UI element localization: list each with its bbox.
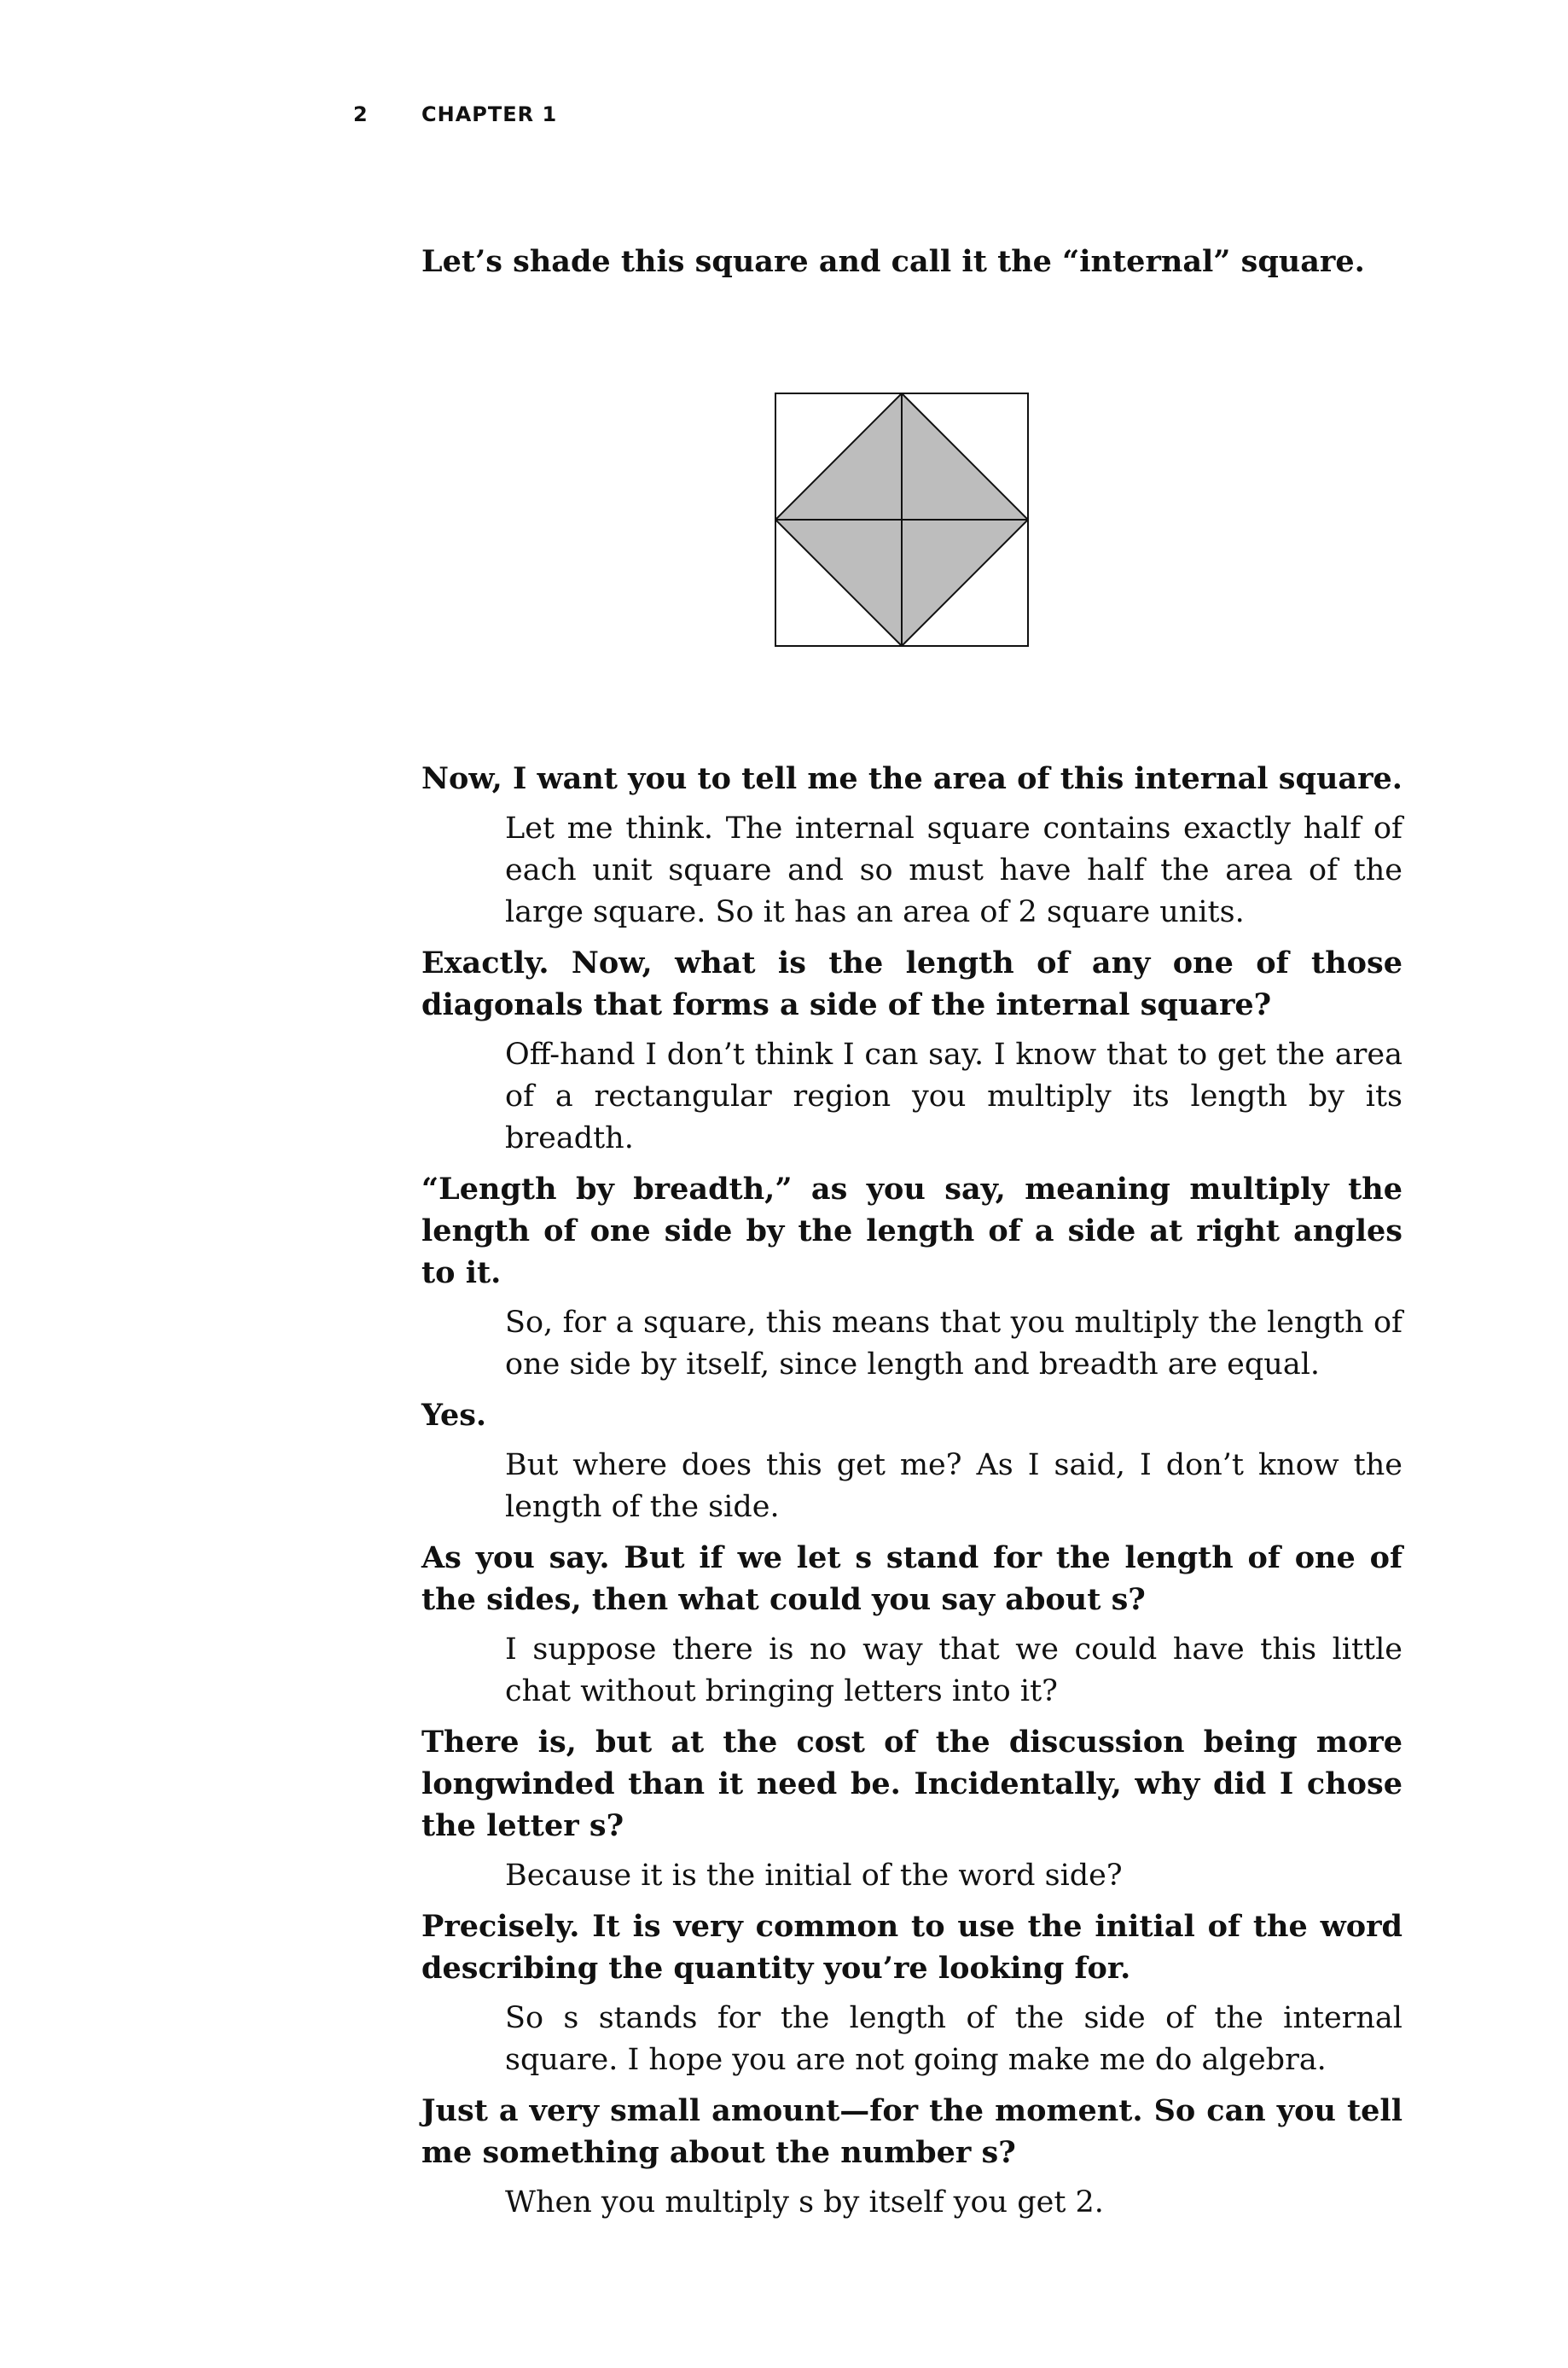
- question-paragraph: Now, I want you to tell me the area of this internal square.: [421, 761, 1402, 796]
- question-paragraph: “Length by breadth,” as you say, meaning multiply the length of one side by the length of a side at right angles to it.: [421, 1172, 1402, 1290]
- dialogue: [421, 758, 1402, 2224]
- answer-paragraph: So, for a square, this means that you multiply the length of one side by itself, since length and breadth are equal.: [505, 1306, 1402, 1382]
- answer-paragraph: Off-hand I don’t think I can say. I know that to get the area of a rectangular region you multiply its length by its breadth.: [505, 1038, 1402, 1155]
- answer-paragraph: Let me think. The internal square contains exactly half of each unit square and so must have half the area of the large square. So it has an area of 2 square units.: [505, 812, 1402, 929]
- question-paragraph: As you say. But if we let s stand for the length of one of the sides, then what could you say about s?: [421, 1540, 1402, 1617]
- question-paragraph: Just a very small amount—for the moment. So can you tell me something about the number s?: [421, 2093, 1402, 2170]
- chapter-title: CHAPTER 1: [421, 102, 558, 126]
- question-paragraph: There is, but at the cost of the discussion being more longwinded than it need be. Incidentally, why did I chose the letter s?: [421, 1725, 1402, 1843]
- answer-paragraph: Because it is the initial of the word side?: [505, 1859, 1123, 1893]
- square-diagram: [775, 393, 1029, 647]
- page-number: 2: [353, 102, 369, 126]
- answer-paragraph: So s stands for the length of the side of the internal square. I hope you are not going make me do algebra.: [505, 2001, 1402, 2077]
- internal-square-figure: [775, 393, 1029, 647]
- question-paragraph: Exactly. Now, what is the length of any one of those diagonals that forms a side of the internal square?: [421, 945, 1402, 1022]
- question-paragraph: Precisely. It is very common to use the initial of the word describing the quantity you’re looking for.: [421, 1909, 1402, 1986]
- answer-paragraph: But where does this get me? As I said, I don’t know the length of the side.: [505, 1448, 1402, 1524]
- question-paragraph: Yes.: [421, 1398, 487, 1433]
- answer-paragraph: When you multiply s by itself you get 2.: [505, 2185, 1104, 2220]
- intro-text: Let’s shade this square and call it the “internal” square.: [421, 244, 1365, 279]
- answer-paragraph: I suppose there is no way that we could have this little chat without bringing letters into it?: [505, 1632, 1402, 1708]
